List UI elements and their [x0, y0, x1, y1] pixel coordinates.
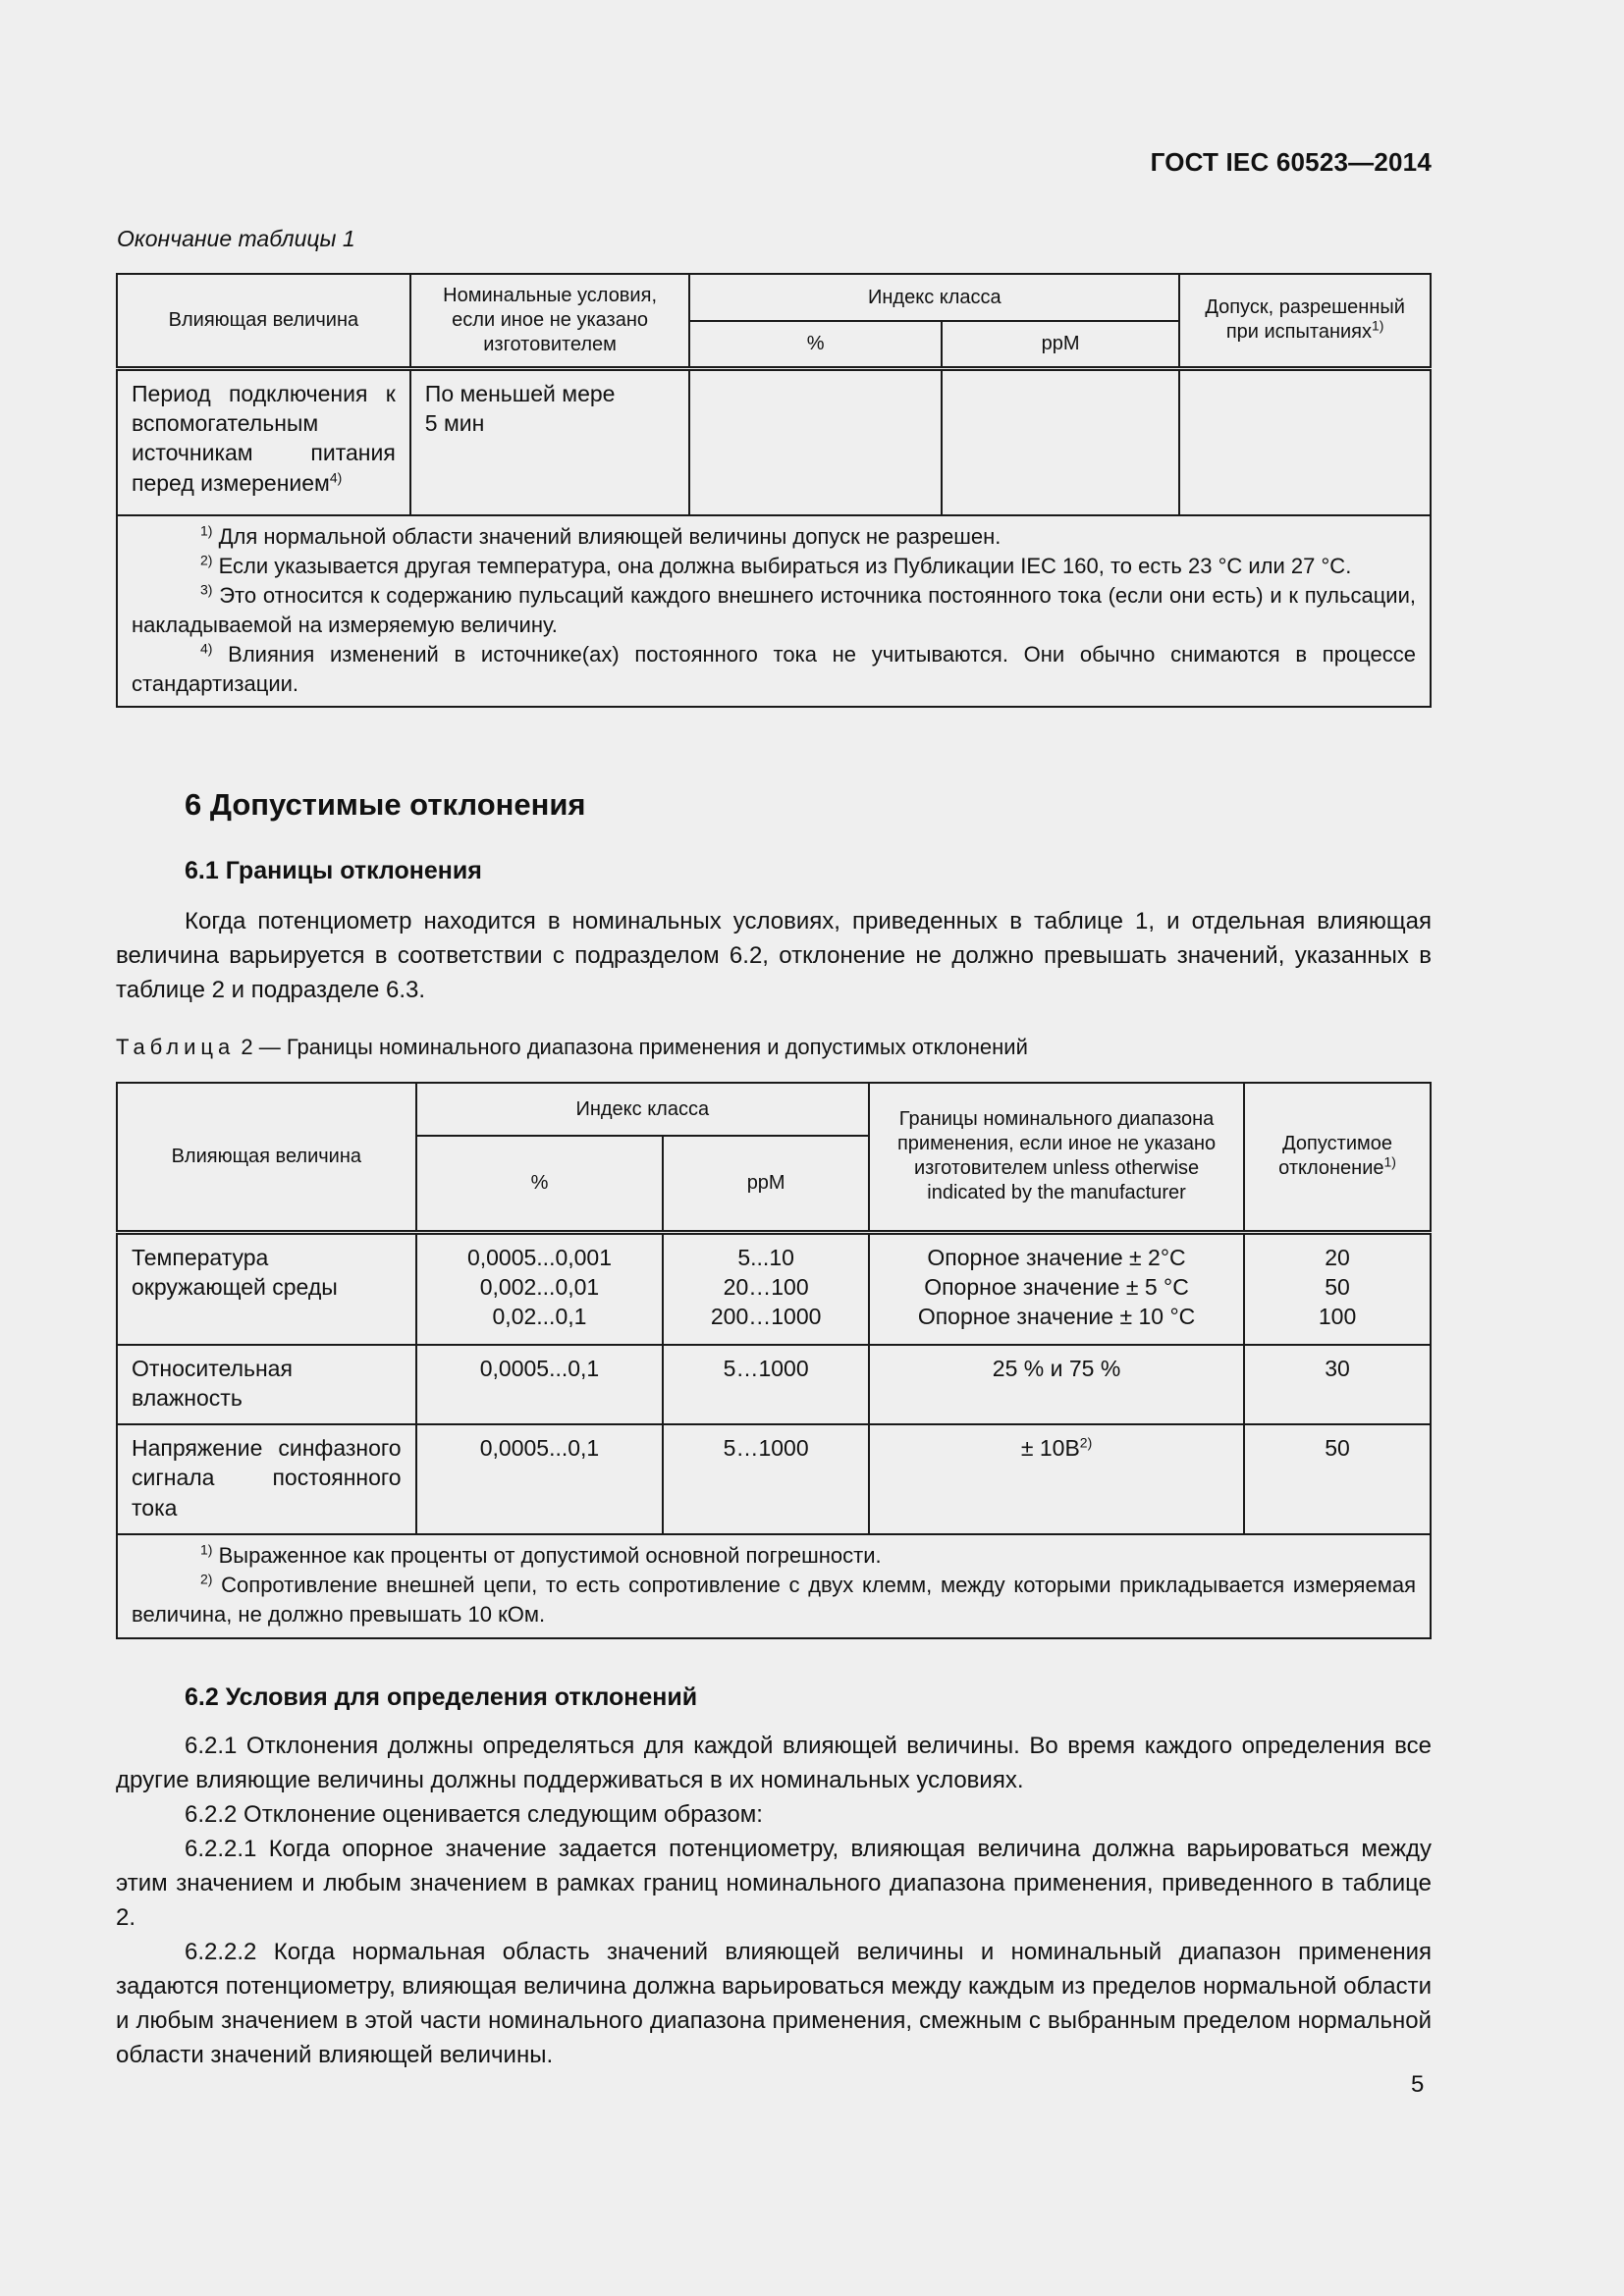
t1-footnote: [132, 581, 1416, 640]
t1-footnote-mark: 1): [200, 522, 213, 539]
t2-header-percent: %: [416, 1136, 664, 1232]
t1-footnote-text: Для нормальной области значений влияющей величины допуск не разрешен.: [218, 524, 1001, 549]
t2-value: 50: [1325, 1273, 1350, 1300]
t2-value: Опорное значение ± 2°С: [927, 1244, 1186, 1270]
t2-header-class-index: Индекс класса: [416, 1083, 869, 1136]
t1-footnote: [132, 640, 1416, 699]
table-2: [116, 1082, 1432, 1639]
t2-value: Опорное значение ± 10 °С: [917, 1304, 1196, 1330]
t1-header-quantity: Влияющая величина: [117, 274, 410, 368]
t2-value: Опорное значение ± 5 °С: [924, 1273, 1189, 1300]
t2-value: 0,002...0,01: [479, 1273, 600, 1300]
t2-row-range: [869, 1232, 1244, 1345]
paragraph: 6.2.2.1 Когда опорное значение задается потенциометру, влияющая величина должна варьироваться между этим значением и любым значением в рамках границ номинального диапазона применения, приведенного в таблице 2.: [116, 1836, 1432, 1931]
t2-footnote: [132, 1571, 1416, 1629]
section-6-title: 6 Допустимые отклонения: [185, 787, 586, 822]
t2-row-quantity: Относительная влажность: [117, 1345, 416, 1424]
t2-footnotes: [117, 1534, 1431, 1638]
t2-value: 20…100: [723, 1273, 809, 1300]
t1-footnote: [132, 522, 1416, 552]
t2-value: 100: [1318, 1304, 1357, 1330]
t1-header-nominal: Номинальные условия, если иное не указано изготовителем: [410, 274, 690, 368]
t2-value: 0,0005...0,1: [479, 1356, 600, 1381]
t1-footnote-text: Если указывается другая температура, она должна выбираться из Публикации IEC 160, то есть 23 °С или 27 °С.: [218, 553, 1352, 578]
t2-header-deviation-text: Допустимое отклонение: [1278, 1133, 1392, 1180]
t2-footnote-mark: 2): [200, 1571, 213, 1587]
table-2-caption-text: 2 — Границы номинального диапазона применения и допустимых отклонений: [235, 1035, 1028, 1059]
t2-value: 30: [1325, 1356, 1350, 1381]
table-2-caption-label: Таблица: [116, 1035, 236, 1059]
t1-footnote-mark: 2): [200, 552, 213, 568]
t2-value: ± 10В: [1020, 1435, 1080, 1461]
t2-row-ppm: [663, 1424, 869, 1534]
t2-footnote-mark: 1): [200, 1541, 213, 1558]
t1-footnote: [132, 552, 1416, 581]
t1-row-percent: [689, 368, 941, 515]
t2-row-percent: [416, 1345, 664, 1424]
t2-header-ppm: ppM: [663, 1136, 869, 1232]
t2-row-ppm: [663, 1345, 869, 1424]
t2-row-range: [869, 1424, 1244, 1534]
section-6-1-title: 6.1 Границы отклонения: [185, 857, 482, 884]
t2-value: 20: [1325, 1244, 1350, 1270]
paragraph: 6.2.1 Отклонения должны определяться для каждой влияющей величины. Во время каждого определения все другие влияющие величины должны поддерживаться в их номинальных условиях.: [116, 1733, 1432, 1793]
t2-value: 5…1000: [723, 1356, 809, 1381]
t2-value: 50: [1325, 1435, 1350, 1461]
t2-value-mark: 2): [1079, 1434, 1093, 1451]
t2-footnote-text: Выраженное как проценты от допустимой основной погрешности.: [218, 1543, 882, 1568]
t2-row-ppm: [663, 1232, 869, 1345]
table-1: [116, 273, 1432, 708]
t1-header-ppm: ppM: [942, 321, 1179, 368]
t2-value: 5…1000: [723, 1435, 809, 1461]
paragraph: 6.2.2.2 Когда нормальная область значений влияющей величины и номинальный диапазон применения задаются потенциометру, влияющая величина должна варьироваться между каждым из пределов нормальной области и любым значением в этой части номинального диапазона применения, смежным с выбранным пределом нормальной области значений влияющей величины.: [116, 1939, 1432, 2068]
standard-id-header: ГОСТ IEC 60523—2014: [1150, 147, 1432, 177]
t1-row-nominal: [410, 368, 690, 515]
t2-row-deviation: [1244, 1232, 1431, 1345]
t1-header-tolerance-text: Допуск, разрешенный при испытаниях: [1205, 296, 1405, 344]
table-2-caption: [116, 1035, 1028, 1060]
paragraph: 6.2.2 Отклонение оценивается следующим образом:: [185, 1801, 763, 1828]
t2-row-percent: [416, 1424, 664, 1534]
t2-value: 200…1000: [710, 1304, 822, 1330]
t2-row-deviation: [1244, 1345, 1431, 1424]
t1-row-ppm: [942, 368, 1179, 515]
t2-footnote: [132, 1541, 1416, 1571]
t2-row-deviation: [1244, 1424, 1431, 1534]
t1-header-tolerance: [1179, 274, 1431, 368]
t2-row-percent: [416, 1232, 664, 1345]
t2-footnote-text: Сопротивление внешней цепи, то есть сопротивление с двух клемм, между которыми прикладывается измеряемая величина, не должно превышать 10 кОм.: [132, 1572, 1416, 1627]
t2-header-deviation: [1244, 1083, 1431, 1232]
t1-header-percent: %: [689, 321, 941, 368]
t1-footnote-mark: 3): [200, 581, 213, 598]
t1-header-tolerance-mark: 1): [1372, 317, 1384, 334]
t2-value: 25 % и 75 %: [992, 1356, 1121, 1381]
table-1-caption: Окончание таблицы 1: [117, 226, 355, 251]
t1-row-quantity: [117, 368, 410, 515]
t2-header-deviation-mark: 1): [1383, 1153, 1396, 1170]
t1-header-class-index: Индекс класса: [689, 274, 1179, 321]
t1-row-quantity-mark: 4): [329, 468, 343, 485]
t1-row-tolerance: [1179, 368, 1431, 515]
page-number: 5: [1411, 2071, 1425, 2098]
t2-row-quantity: Температура окружающей среды: [117, 1232, 416, 1345]
t2-row-range: [869, 1345, 1244, 1424]
section-6-2-title: 6.2 Условия для определения отклонений: [185, 1683, 698, 1711]
t1-footnotes: [117, 515, 1431, 707]
t1-row-nominal-line1: По меньшей мере: [424, 380, 616, 406]
t1-footnote-text: Это относится к содержанию пульсаций каждого внешнего источника постоянного тока (если они есть) и к пульсации, накладываемой на измеряемую величину.: [132, 582, 1416, 637]
t1-footnote-mark: 4): [200, 640, 213, 657]
t1-footnote-text: Влияния изменений в источнике(ах) постоянного тока не учитываются. Они обычно снимаются в процессе стандартизации.: [132, 641, 1416, 696]
section-6-2-body: [116, 1729, 1432, 2072]
section-6-1-text: Когда потенциометр находится в номинальных условиях, приведенных в таблице 1, и отдельная влияющая величина варьируется в соответствии с подразделом 6.2, отклонение не должно превышать значений, указанных в таблице 2 и подразделе 6.3.: [116, 908, 1432, 1003]
t2-value: 5...10: [737, 1244, 794, 1270]
t1-row-quantity-text: Период подключения к вспомогательным источникам питания перед измерением: [132, 380, 396, 496]
t2-header-quantity: Влияющая величина: [117, 1083, 416, 1232]
t2-header-range: Границы номинального диапазона применения, если иное не указано изготовителем unless otherwise indicated by the manufacturer: [869, 1083, 1244, 1232]
t1-row-nominal-line2: 5 мин: [424, 409, 485, 436]
t2-row-quantity: Напряжение синфазного сигнала постоянного тока: [117, 1424, 416, 1534]
t2-value: 0,02...0,1: [492, 1304, 587, 1330]
t2-value: 0,0005...0,001: [466, 1244, 613, 1270]
t2-value: 0,0005...0,1: [479, 1435, 600, 1461]
